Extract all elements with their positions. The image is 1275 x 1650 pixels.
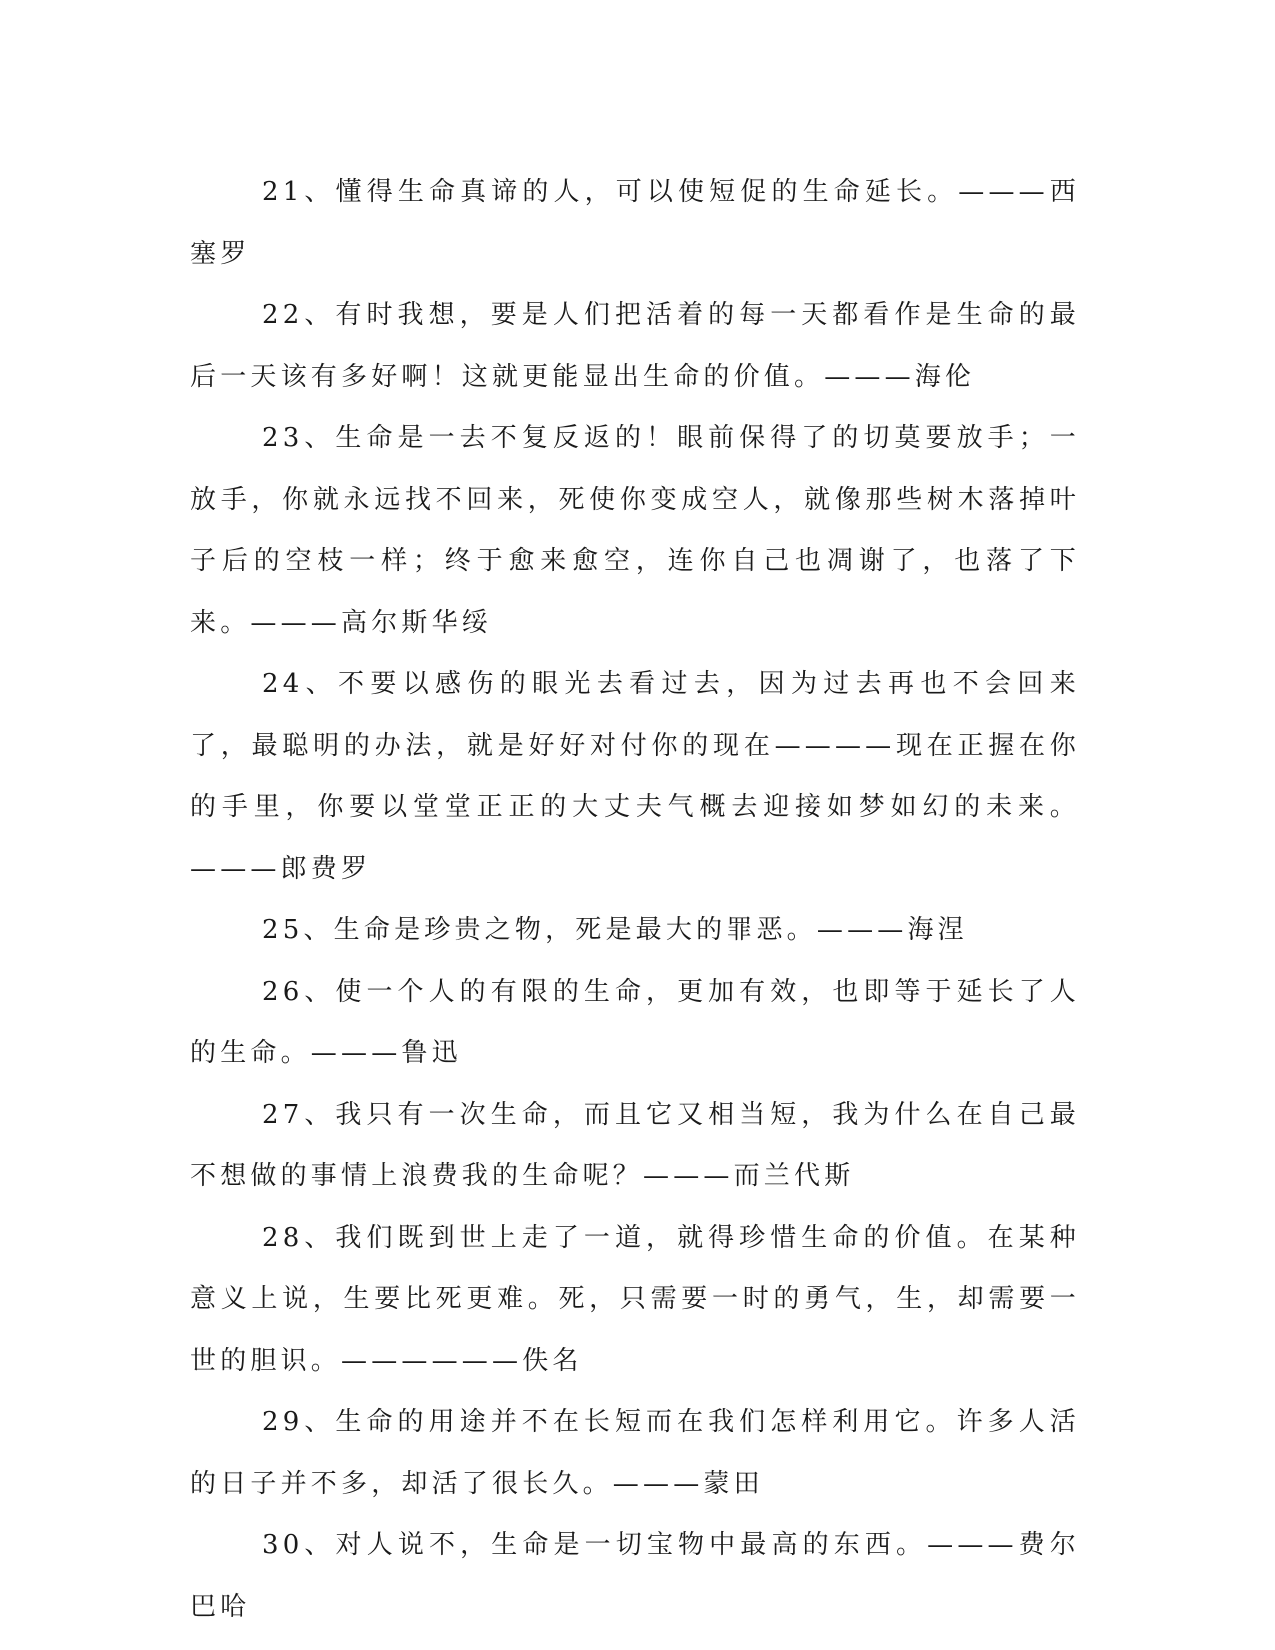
quote-24: 24、不要以感伤的眼光去看过去，因为过去再也不会回来了，最聪明的办法，就是好好对付你的现在————现在正握在你的手里，你要以堂堂正正的大丈夫气概去迎接如梦如幻的未来。———郎费罗 bbox=[190, 669, 1080, 884]
quote-list bbox=[190, 162, 1080, 1638]
quote-28: 28、我们既到世上走了一道，就得珍惜生命的价值。在某种意义上说，生要比死更难。死，只需要一时的勇气，生，却需要一世的胆识。——————佚名 bbox=[190, 1222, 1080, 1376]
quote-29: 29、生命的用途并不在长短而在我们怎样利用它。许多人活的日子并不多，却活了很长久。———蒙田 bbox=[190, 1407, 1080, 1499]
quote-23: 23、生命是一去不复反返的！眼前保得了的切莫要放手；一放手，你就永远找不回来，死使你变成空人，就像那些树木落掉叶子后的空枝一样；终于愈来愈空，连你自己也凋谢了，也落了下来。———高尔斯华绥 bbox=[190, 423, 1080, 638]
quote-25: 25、生命是珍贵之物，死是最大的罪恶。———海涅 bbox=[262, 915, 968, 945]
quote-30: 30、对人说不，生命是一切宝物中最高的东西。———费尔巴哈 bbox=[190, 1530, 1080, 1622]
quote-27: 27、我只有一次生命，而且它又相当短，我为什么在自己最不想做的事情上浪费我的生命呢？———而兰代斯 bbox=[190, 1099, 1080, 1191]
quote-22: 22、有时我想，要是人们把活着的每一天都看作是生命的最后一天该有多好啊！这就更能显出生命的价值。———海伦 bbox=[190, 300, 1080, 392]
quote-26: 26、使一个人的有限的生命，更加有效，也即等于延长了人的生命。———鲁迅 bbox=[190, 976, 1080, 1068]
quote-21: 21、懂得生命真谛的人，可以使短促的生命延长。———西塞罗 bbox=[190, 177, 1080, 269]
